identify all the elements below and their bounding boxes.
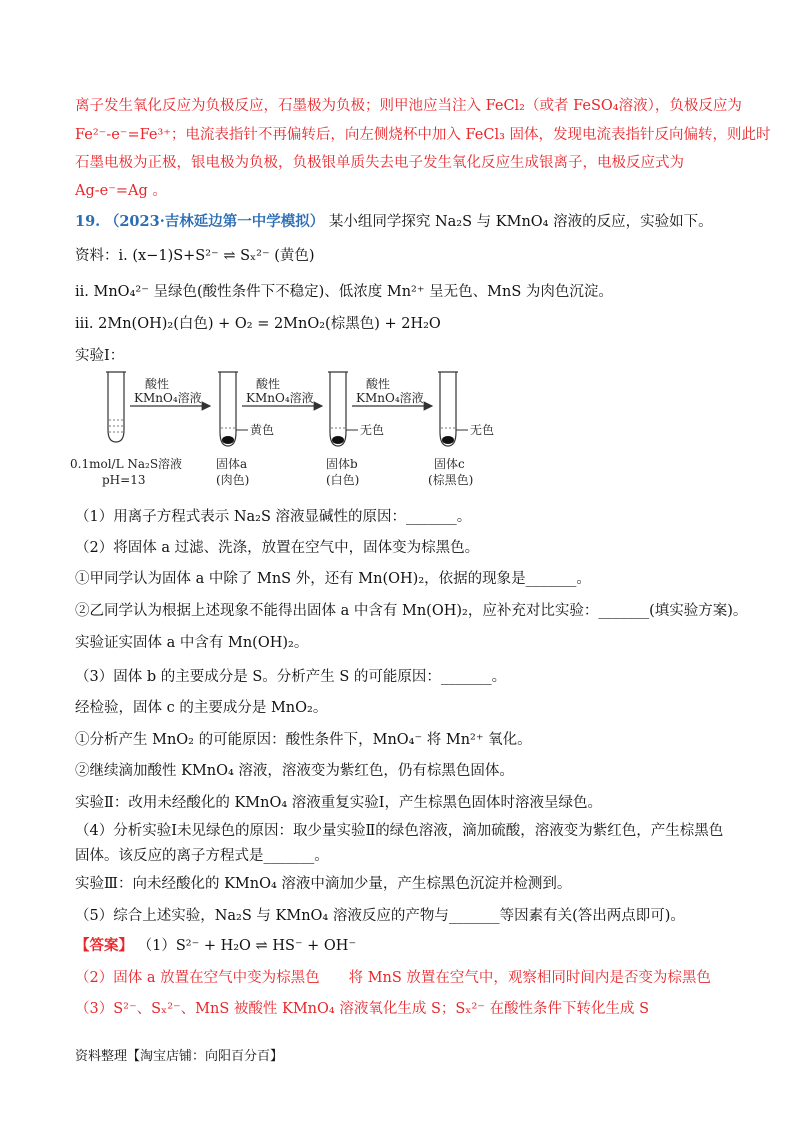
top-line-3: 石墨电极为正极，银电极为负极，负极银单质失去电子发生氧化反应生成银离子，电极反应式为 [75,155,684,171]
top-line-2: Fe²⁻-e⁻=Fe³⁺；电流表指针不再偏转后，向左侧烧杯中加入 FeCl₃ 固体，发现电流表指针反向偏转，则此时 [75,127,771,143]
part-2-2: ②乙同学认为根据上述现象不能得出固体 a 中含有 Mn(OH)₂，应补充对比实验：_______(填实验方案)。 [75,603,748,619]
start-ph: pH=13 [102,473,146,487]
info-iii: iii. 2Mn(OH)₂(白色) + O₂ = 2MnO₂(棕黑色) + 2H₂O [75,316,441,332]
arrow-3-reagent-top: 酸性 [366,377,391,391]
tube-a-solution-color: 黄色 [250,423,275,437]
tube-c-solid: 固体c [434,457,465,471]
question-source: （2023·吉林延边第一中学模拟） [104,213,325,230]
question-19-header [75,211,713,233]
tube-c-solid-color: (棕黑色) [428,473,474,487]
experiment-3: 实验Ⅲ：向未经酸化的 KMnO₄ 溶液中滴加少量，产生棕黑色沉淀并检测到。 [75,876,572,892]
info-ii: ii. MnO₄²⁻ 呈绿色(酸性条件下不稳定)、低浓度 Mn²⁺ 呈无色、MnS 为肉色沉淀。 [75,284,613,300]
solid-c-check: 经检验，固体 c 的主要成分是 MnO₂。 [75,700,328,716]
tube-a-solid: 固体a [216,457,248,471]
part-2-1: ①甲同学认为固体 a 中除了 MnS 外，还有 Mn(OH)₂，依据的现象是_______。 [75,571,591,587]
arrow-2-reagent-top: 酸性 [256,377,281,391]
arrow-3-reagent-bottom: KMnO₄溶液 [356,391,424,405]
top-line-1: 离子发生氧化反应为负极反应，石墨极为负极；则甲池应当注入 FeCl₂（或者 FeSO₄溶液），负极反应为 [75,98,742,114]
tube-c-solution-color: 无色 [470,423,495,437]
test-tube-b [328,372,348,446]
tube-a-solid-color: (肉色) [216,473,250,487]
experiment-diagram [70,368,510,496]
answer-2: （2）固体 a 放置在空气中变为棕黑色 将 MnS 放置在空气中，观察相同时间内是否变为棕黑色 [75,970,711,986]
answer-1: （1）S²⁻ + H₂O ⇌ HS⁻ + OH⁻ [137,938,357,954]
arrow-2-reagent-bottom: KMnO₄溶液 [246,391,314,405]
experiment-1-label: 实验Ⅰ： [75,348,125,364]
part-5: （5）综合上述实验，Na₂S 与 KMnO₄ 溶液反应的产物与_______等因素有关(答出两点即可)。 [75,908,685,924]
part-2: （2）将固体 a 过滤、洗涤，放置在空气中，固体变为棕黑色。 [75,540,480,556]
answer-3: （3）S²⁻、Sₓ²⁻、MnS 被酸性 KMnO₄ 溶液氧化生成 S；Sₓ²⁻ 在酸性条件下转化生成 S [75,1001,650,1017]
tube-b-solid-color: (白色) [326,473,360,487]
part-1: （1）用离子方程式表示 Na₂S 溶液显碱性的原因：_______。 [75,509,472,525]
part-3-2: ②继续滴加酸性 KMnO₄ 溶液，溶液变为紫红色，仍有棕黑色固体。 [75,763,514,779]
test-tube-start [106,372,126,442]
info-i: 资料：i. (x−1)S+S²⁻ ⇌ Sₓ²⁻ (黄色) [75,248,315,264]
tube-b-solution-color: 无色 [360,423,385,437]
part-3: （3）固体 b 的主要成分是 S。分析产生 S 的可能原因：_______。 [75,669,507,685]
arrow-1-reagent-top: 酸性 [145,377,170,391]
arrow-1-reagent-bottom: KMnO₄溶液 [134,391,202,405]
start-label: 0.1mol/L Na₂S溶液 [70,457,183,471]
test-tube-a [218,372,238,446]
question-number: 19. [75,213,101,230]
part-3-1: ①分析产生 MnO₂ 的可能原因：酸性条件下，MnO₄⁻ 将 Mn²⁺ 氧化。 [75,732,532,748]
test-tube-c [438,372,458,446]
part-4-line-2: 固体。该反应的离子方程式是_______。 [75,848,329,864]
footer-note: 资料整理【淘宝店铺：向阳百分百】 [75,1049,284,1064]
question-stem: 某小组同学探究 Na₂S 与 KMnO₄ 溶液的反应，实验如下。 [328,214,713,230]
answer-line-1 [75,935,356,957]
experiment-2: 实验Ⅱ：改用未经酸化的 KMnO₄ 溶液重复实验Ⅰ，产生棕黑色固体时溶液呈绿色。 [75,795,603,811]
part-4-line-1: （4）分析实验Ⅰ未见绿色的原因：取少量实验Ⅱ的绿色溶液，滴加硫酸，溶液变为紫红色，产生棕黑色 [75,823,724,839]
top-line-4: Ag-e⁻=Ag 。 [75,183,167,199]
answer-label: 【答案】 [75,937,133,954]
confirm-mnoh2: 实验证实固体 a 中含有 Mn(OH)₂。 [75,635,309,651]
tube-b-solid: 固体b [326,457,358,471]
